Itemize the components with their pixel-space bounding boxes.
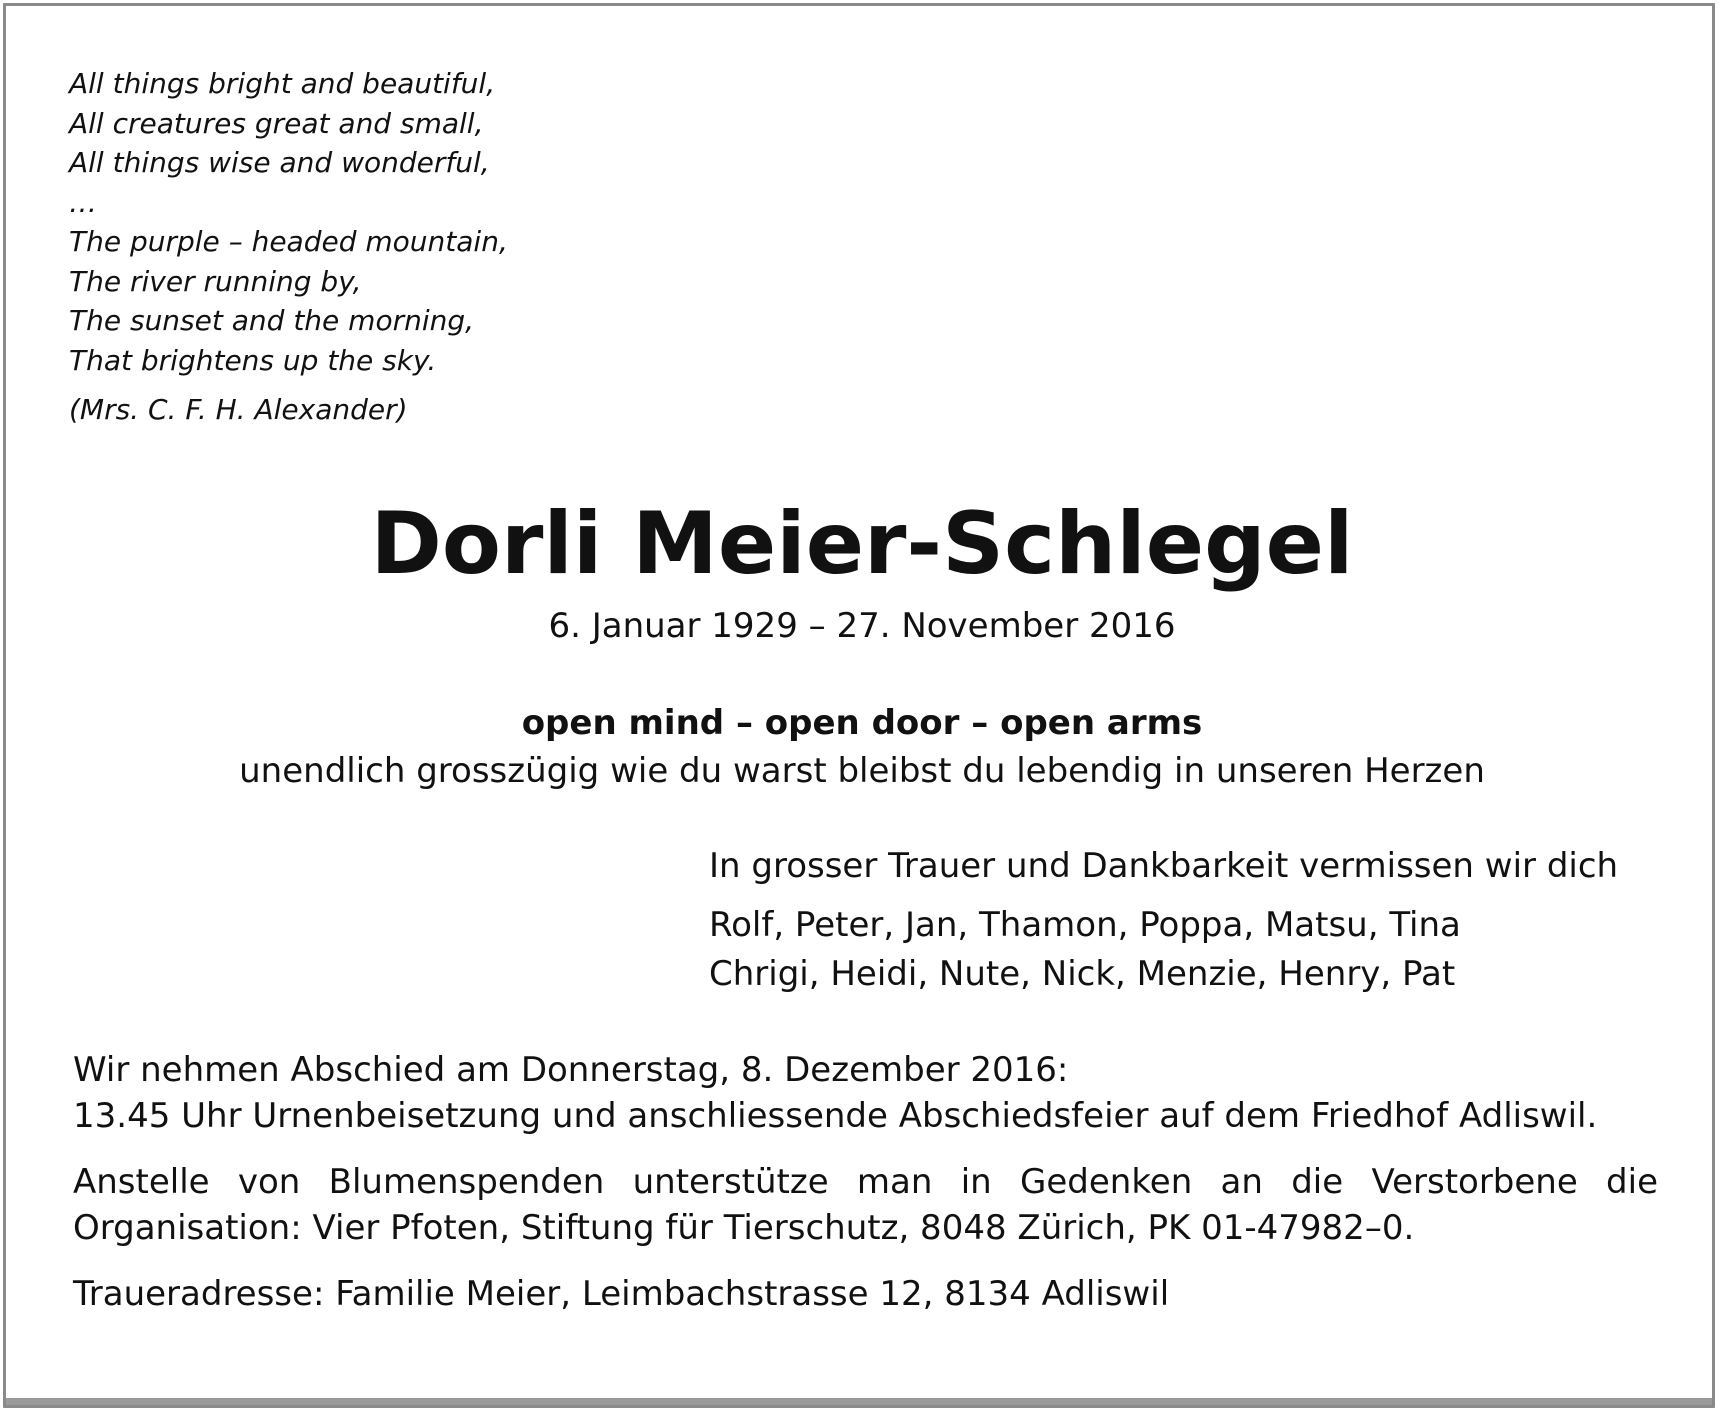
donation-line: Organisation: Vier Pfoten, Stiftung für Tierschutz, 8048 Zürich, PK 01-47982–0. xyxy=(73,1208,1415,1248)
life-dates: 6. Januar 1929 – 27. November 2016 xyxy=(548,606,1176,646)
family-names-line: Rolf, Peter, Jan, Thamon, Poppa, Matsu, Tina xyxy=(709,905,1461,945)
poem-author: (Mrs. C. F. H. Alexander) xyxy=(69,393,408,426)
donation-info xyxy=(73,1159,1658,1251)
deceased-name: Dorli Meier-Schlegel xyxy=(370,494,1354,594)
details-block xyxy=(73,1047,1658,1317)
tribute-text: unendlich grosszügig wie du warst bleibst du lebendig in unseren Herzen xyxy=(239,751,1485,791)
motto: open mind – open door – open arms xyxy=(521,703,1203,743)
poem-line: That brightens up the sky. xyxy=(69,343,437,377)
mourning-address: Traueradresse: Familie Meier, Leimbachstrasse 12, 8134 Adliswil xyxy=(73,1274,1170,1314)
donation-line: Anstelle von Blumenspenden unterstütze man in Gedenken an die Verstorbene die xyxy=(73,1162,1658,1202)
family-block xyxy=(709,842,1618,999)
poem-line: The purple – headed mountain, xyxy=(69,225,508,258)
poem-line: All creatures great and small, xyxy=(69,106,484,140)
service-line: 13.45 Uhr Urnenbeisetzung und anschliessende Abschiedsfeier auf dem Friedhof Adliswil. xyxy=(73,1096,1598,1136)
poem-line: The sunset and the morning, xyxy=(69,304,475,337)
service-info xyxy=(73,1047,1658,1139)
family-names-line: Chrigi, Heidi, Nute, Nick, Menzie, Henry, Pat xyxy=(709,954,1456,994)
family-intro: In grosser Trauer und Dankbarkeit vermissen wir dich xyxy=(709,846,1619,886)
poem xyxy=(69,64,508,430)
poem-ellipsis: … xyxy=(69,185,97,219)
service-line: Wir nehmen Abschied am Donnerstag, 8. Dezember 2016: xyxy=(73,1050,1069,1090)
poem-line: All things bright and beautiful, xyxy=(69,67,496,100)
poem-line: The river running by, xyxy=(69,264,362,298)
obituary-notice xyxy=(3,3,1715,1408)
poem-line: All things wise and wonderful, xyxy=(69,146,490,179)
